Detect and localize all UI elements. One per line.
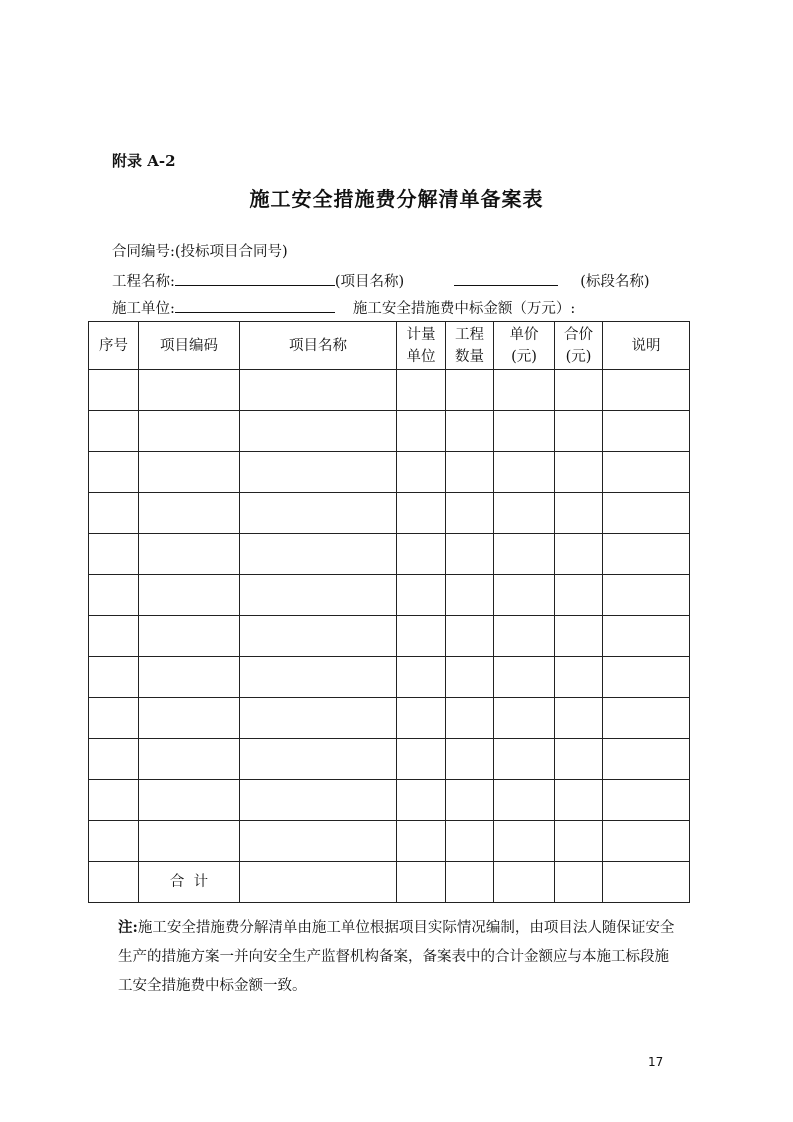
total-cell-amount[interactable] [555, 862, 603, 903]
cell-unit[interactable] [397, 493, 446, 534]
cell-code[interactable] [139, 575, 240, 616]
total-cell-price[interactable] [494, 862, 555, 903]
page-number: 17 [648, 1055, 664, 1069]
cell-amount[interactable] [555, 698, 603, 739]
cell-qty[interactable] [446, 370, 494, 411]
cell-qty[interactable] [446, 657, 494, 698]
cell-amount[interactable] [555, 370, 603, 411]
cell-code[interactable] [139, 452, 240, 493]
cell-unit[interactable] [397, 780, 446, 821]
cell-price[interactable] [494, 493, 555, 534]
cell-remark[interactable] [603, 698, 690, 739]
cell-qty[interactable] [446, 411, 494, 452]
cell-code[interactable] [139, 411, 240, 452]
cell-qty[interactable] [446, 780, 494, 821]
table-body [89, 370, 690, 903]
total-cell-qty[interactable] [446, 862, 494, 903]
cell-remark[interactable] [603, 493, 690, 534]
table-row [89, 698, 690, 739]
cell-amount[interactable] [555, 534, 603, 575]
cell-remark[interactable] [603, 780, 690, 821]
cell-price[interactable] [494, 616, 555, 657]
header-code: 项目编码 [139, 322, 240, 370]
total-cell-unit[interactable] [397, 862, 446, 903]
cell-price[interactable] [494, 657, 555, 698]
project-name-line [112, 270, 650, 291]
cell-unit[interactable] [397, 575, 446, 616]
project-name-field[interactable] [175, 270, 335, 286]
cell-price[interactable] [494, 370, 555, 411]
cell-remark[interactable] [603, 657, 690, 698]
section-name-field[interactable] [454, 270, 558, 286]
cell-name[interactable] [240, 493, 397, 534]
cell-unit[interactable] [397, 657, 446, 698]
contractor-line [112, 297, 575, 318]
cell-amount[interactable] [555, 411, 603, 452]
cell-unit[interactable] [397, 616, 446, 657]
header-unit: 计量 单位 [397, 322, 446, 370]
table-row [89, 780, 690, 821]
cell-name[interactable] [240, 780, 397, 821]
cell-qty[interactable] [446, 452, 494, 493]
cell-remark[interactable] [603, 452, 690, 493]
cell-price[interactable] [494, 452, 555, 493]
cell-name[interactable] [240, 370, 397, 411]
note-prefix: 注: [118, 919, 138, 936]
cell-code[interactable] [139, 739, 240, 780]
contract-number-label: 合同编号:(投标项目合同号) [112, 244, 288, 260]
cell-remark[interactable] [603, 534, 690, 575]
cell-seq[interactable] [89, 370, 139, 411]
cell-unit[interactable] [397, 821, 446, 862]
appendix-label: 附录 A-2 [112, 152, 176, 170]
table-row [89, 657, 690, 698]
table-row [89, 575, 690, 616]
cell-remark[interactable] [603, 411, 690, 452]
cell-code[interactable] [139, 698, 240, 739]
footnote [118, 913, 678, 1001]
cell-code[interactable] [139, 821, 240, 862]
table-row [89, 493, 690, 534]
cell-qty[interactable] [446, 698, 494, 739]
cell-name[interactable] [240, 534, 397, 575]
cell-seq[interactable] [89, 534, 139, 575]
cell-unit[interactable] [397, 411, 446, 452]
cell-remark[interactable] [603, 821, 690, 862]
cell-seq[interactable] [89, 657, 139, 698]
cell-seq[interactable] [89, 780, 139, 821]
table-row [89, 370, 690, 411]
cell-amount[interactable] [555, 575, 603, 616]
cell-name[interactable] [240, 657, 397, 698]
section-name-hint: (标段名称) [580, 274, 650, 290]
cell-name[interactable] [240, 575, 397, 616]
header-name: 项目名称 [240, 322, 397, 370]
table-total-row [89, 862, 690, 903]
cell-name[interactable] [240, 411, 397, 452]
contractor-field[interactable] [175, 297, 335, 313]
cell-name[interactable] [240, 452, 397, 493]
header-total-price: 合价 (元) [555, 322, 603, 370]
total-cell-seq[interactable] [89, 862, 139, 903]
cell-amount[interactable] [555, 452, 603, 493]
cell-seq[interactable] [89, 452, 139, 493]
table-row [89, 534, 690, 575]
total-cell-name[interactable] [240, 862, 397, 903]
header-remark: 说明 [603, 322, 690, 370]
cell-qty[interactable] [446, 493, 494, 534]
cell-name[interactable] [240, 739, 397, 780]
cell-unit[interactable] [397, 534, 446, 575]
cell-seq[interactable] [89, 698, 139, 739]
cell-amount[interactable] [555, 780, 603, 821]
cell-remark[interactable] [603, 575, 690, 616]
cell-seq[interactable] [89, 739, 139, 780]
cell-price[interactable] [494, 821, 555, 862]
cell-seq[interactable] [89, 411, 139, 452]
cell-qty[interactable] [446, 575, 494, 616]
cell-unit[interactable] [397, 739, 446, 780]
cell-price[interactable] [494, 411, 555, 452]
cell-remark[interactable] [603, 616, 690, 657]
project-name-label: 工程名称: [112, 274, 175, 290]
cell-seq[interactable] [89, 493, 139, 534]
table-row [89, 452, 690, 493]
note-text: 施工安全措施费分解清单由施工单位根据项目实际情况编制，由项目法人随保证安全生产的措施方案一并向安全生产监督机构备案，备案表中的合计金额应与本施工标段施工安全措施费中标金额一致。 [118, 920, 675, 994]
bid-amount-label: 施工安全措施费中标金额（万元）: [352, 301, 576, 317]
cell-code[interactable] [139, 370, 240, 411]
header-unit-price: 单价 (元) [494, 322, 555, 370]
cell-qty[interactable] [446, 821, 494, 862]
header-seq: 序号 [89, 322, 139, 370]
cell-seq[interactable] [89, 575, 139, 616]
table-row [89, 821, 690, 862]
cell-seq[interactable] [89, 616, 139, 657]
project-name-hint: (项目名称) [334, 274, 405, 290]
cell-remark[interactable] [603, 370, 690, 411]
total-cell-remark[interactable] [603, 862, 690, 903]
cell-unit[interactable] [397, 452, 446, 493]
cell-price[interactable] [494, 780, 555, 821]
total-label: 合 计 [139, 862, 240, 903]
cell-seq[interactable] [89, 821, 139, 862]
cell-unit[interactable] [397, 370, 446, 411]
cell-code[interactable] [139, 657, 240, 698]
table-row [89, 616, 690, 657]
cell-qty[interactable] [446, 616, 494, 657]
cell-remark[interactable] [603, 739, 690, 780]
cell-amount[interactable] [555, 493, 603, 534]
cell-name[interactable] [240, 698, 397, 739]
cell-code[interactable] [139, 780, 240, 821]
cell-price[interactable] [494, 739, 555, 780]
cell-name[interactable] [240, 616, 397, 657]
cell-amount[interactable] [555, 616, 603, 657]
cell-qty[interactable] [446, 534, 494, 575]
cell-unit[interactable] [397, 698, 446, 739]
cell-qty[interactable] [446, 739, 494, 780]
cell-code[interactable] [139, 534, 240, 575]
cell-code[interactable] [139, 616, 240, 657]
cell-price[interactable] [494, 698, 555, 739]
table-row [89, 411, 690, 452]
contract-number-line [112, 240, 288, 261]
contractor-label: 施工单位: [112, 301, 175, 317]
cell-amount[interactable] [555, 739, 603, 780]
cell-amount[interactable] [555, 821, 603, 862]
cell-name[interactable] [240, 821, 397, 862]
cell-amount[interactable] [555, 657, 603, 698]
cell-price[interactable] [494, 534, 555, 575]
table-header-row [89, 322, 690, 370]
form-title: 施工安全措施费分解清单备案表 [249, 187, 544, 211]
cell-price[interactable] [494, 575, 555, 616]
measures-table [88, 321, 690, 903]
header-quantity: 工程 数量 [446, 322, 494, 370]
cell-code[interactable] [139, 493, 240, 534]
table-row [89, 739, 690, 780]
